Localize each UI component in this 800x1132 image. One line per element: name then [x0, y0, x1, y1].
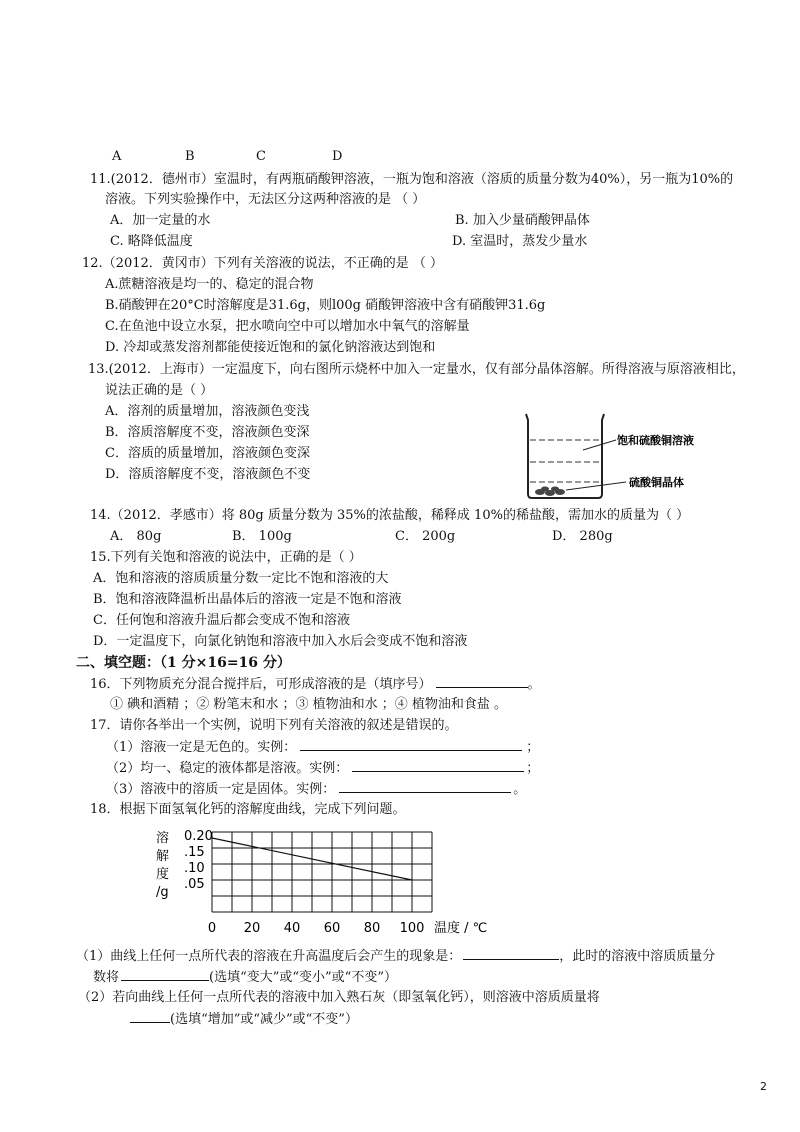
- q13-option-d: D．溶质溶解度不变，溶液颜色不变: [105, 467, 311, 482]
- q10-option-b: B: [185, 149, 195, 164]
- beaker-figure: [518, 410, 718, 500]
- q14-option-d: D． 280g: [552, 529, 613, 544]
- q17-item3: [106, 780, 526, 799]
- q12-option-d: D. 冷却或蒸发溶剂都能使接近饱和的氯化钠溶液达到饱和: [105, 340, 436, 355]
- q16-answer-blank[interactable]: [436, 675, 528, 688]
- q14-stem: 14.（2012．孝感市）将 80g 质量分数为 35%的浓盐酸，稀释成 10%的稀盐酸，需加水的质量为（ ）: [90, 508, 690, 523]
- section2-score: （1 分×16=16 分）: [160, 655, 291, 671]
- q11-stem-line1: 11.(2012．德州市）室温时，有两瓶硝酸钾溶液，一瓶为饱和溶液（溶质的质量分数为40%），另一瓶为10%的: [90, 172, 734, 187]
- q11-option-a: A．加一定量的水: [110, 213, 211, 228]
- y-tick-label: 0.20: [184, 829, 213, 844]
- q12-option-c: C.在鱼池中设立水泵，把水喷向空中可以增加水中氧气的溶解量: [105, 319, 470, 334]
- q17-item2-text: （2）均一、稳定的液体都是溶液。实例：: [106, 761, 349, 776]
- y-tick-label: .10: [184, 861, 205, 876]
- q14-option-a: A． 80g: [110, 529, 162, 544]
- x-tick-label: 60: [323, 921, 341, 936]
- q18-part1-text-b: ，此时的溶液中溶质质量分: [559, 949, 716, 964]
- chart-ylabel: [156, 830, 169, 900]
- q18-part1-text-d: (选填“变大”或“变小”或“不变”）: [209, 970, 397, 985]
- q18-part1-text-c: 数将: [93, 970, 120, 985]
- q17-answer-blank-2[interactable]: [352, 759, 524, 772]
- q16-items: ① 碘和酒精 ；② 粉笔末和水 ；③ 植物油和水 ；④ 植物油和食盐 。: [110, 697, 508, 712]
- y-tick-label: .05: [184, 877, 205, 892]
- q12-stem: 12.（2012．黄冈市）下列有关溶液的说法，不正确的是 （ ）: [82, 256, 444, 271]
- solution-pointer: [583, 440, 616, 450]
- q11-option-d: D. 室温时，蒸发少量水: [452, 234, 588, 249]
- page-number: 2: [760, 1080, 767, 1093]
- q15-option-d: D．一定温度下，向氯化钠饱和溶液中加入水后会变成不饱和溶液: [93, 634, 468, 649]
- x-tick-label: 40: [283, 921, 301, 936]
- q18-answer-blank-3[interactable]: [130, 1010, 170, 1023]
- q15-option-b: B．饱和溶液降温析出晶体后的溶液一定是不饱和溶液: [93, 592, 402, 607]
- q17-item2-end: ；: [526, 761, 540, 776]
- q10-option-a: A: [112, 149, 122, 164]
- ylabel-char: 度: [156, 867, 170, 882]
- q16-stem-text: 16．下列物质充分混合搅拌后，可形成溶液的是（填序号）: [90, 677, 432, 692]
- q12-option-b: B.硝酸钾在20°C时溶解度是31.6g，则l00g 硝酸钾溶液中含有硝酸钾31.6g: [105, 298, 546, 313]
- x-tick-label: 20: [243, 921, 261, 936]
- q12-option-a: A.蔗糖溶液是均一的、稳定的混合物: [105, 277, 314, 292]
- q18-answer-blank-2[interactable]: [121, 968, 209, 981]
- q14-option-c: C． 200g: [395, 529, 456, 544]
- q14-option-b: B． 100g: [232, 529, 292, 544]
- chart-xlabel: 温度 / ℃: [434, 921, 488, 936]
- q15-option-c: C．任何饱和溶液升温后都会变成不饱和溶液: [93, 613, 350, 628]
- q18-part1-text-a: （1）曲线上任何一点所代表的溶液在升高温度后会产生的现象是：: [76, 949, 462, 964]
- label-saturated-solution: 饱和硫酸铜溶液: [617, 434, 694, 447]
- ylabel-char: 解: [156, 849, 170, 864]
- section2-heading: [76, 654, 291, 672]
- q16-stem-end: 。: [527, 677, 541, 692]
- q10-option-d: D: [332, 149, 343, 164]
- q13-stem-line1: 13.(2012．上海市）一定温度下，向右图所示烧杯中加入一定量水，仅有部分晶体溶解。所得溶液与原溶液相比，: [88, 362, 745, 377]
- q13-option-c: C．溶质的质量增加，溶液颜色变深: [105, 446, 310, 461]
- q18-part1-line2: [93, 968, 397, 987]
- q17-stem: 17．请你各举出一个实例，说明下列有关溶液的叙述是错误的。: [90, 718, 458, 733]
- beaker-outline: [526, 414, 604, 498]
- chart-grid: [212, 832, 432, 912]
- q17-answer-blank-3[interactable]: [339, 780, 511, 793]
- x-tick-label: 80: [363, 921, 381, 936]
- x-tick-label: 0: [207, 921, 217, 936]
- q15-option-a: A．饱和溶液的溶质质量分数一定比不饱和溶液的大: [93, 571, 389, 586]
- q17-item3-end: 。: [513, 782, 527, 797]
- solubility-chart: [150, 828, 490, 940]
- section2-title: 二、填空题：: [76, 655, 160, 671]
- q18-part1-line1: [76, 947, 715, 966]
- q13-option-b: B．溶质溶解度不变，溶液颜色变深: [105, 425, 310, 440]
- q15-stem: 15.下列有关饱和溶液的说法中，正确的是（ ）: [90, 550, 362, 565]
- ylabel-char: /g: [156, 885, 169, 900]
- q11-option-b: B. 加入少量硝酸钾晶体: [455, 213, 590, 228]
- q17-item1-text: （1）溶液一定是无色的。实例：: [106, 740, 297, 755]
- y-tick-label: .15: [184, 845, 205, 860]
- q17-item3-text: （3）溶液中的溶质一定是固体。实例：: [106, 782, 336, 797]
- q13-option-a: A．溶剂的质量增加，溶液颜色变浅: [105, 404, 310, 419]
- q16-stem: [90, 675, 541, 694]
- q18-part2-line1: （2）若向曲线上任何一点所代表的溶液中加入熟石灰（即氢氧化钙），则溶液中溶质质量将: [78, 990, 600, 1005]
- q17-answer-blank-1[interactable]: [300, 738, 522, 751]
- q13-stem-line2: 说法正确的是（ ）: [105, 383, 214, 398]
- ylabel-char: 溶: [156, 831, 170, 846]
- q11-option-c: C. 略降低温度: [110, 234, 193, 249]
- q10-option-c: C: [256, 149, 266, 164]
- label-crystal: 硫酸铜晶体: [629, 476, 684, 489]
- q17-item1: [106, 738, 539, 757]
- q18-part2-line2: [130, 1010, 358, 1029]
- crystal-pile: [535, 487, 565, 497]
- q18-stem: 18．根据下面氢氧化钙的溶解度曲线，完成下列问题。: [90, 802, 406, 817]
- q11-stem-line2: 溶液。下列实验操作中，无法区分这两种溶液的是 （ ）: [105, 192, 426, 207]
- q18-part2-text-b: (选填“增加”或“减少”或“不变”）: [170, 1012, 358, 1027]
- q17-item1-end: ；: [526, 740, 540, 755]
- q17-item2: [106, 759, 539, 778]
- chart-yticks: [184, 829, 213, 892]
- chart-xticks: [208, 921, 425, 936]
- x-tick-label: 100: [399, 921, 425, 936]
- crystal-pointer: [566, 482, 626, 490]
- q18-answer-blank-1[interactable]: [463, 947, 559, 960]
